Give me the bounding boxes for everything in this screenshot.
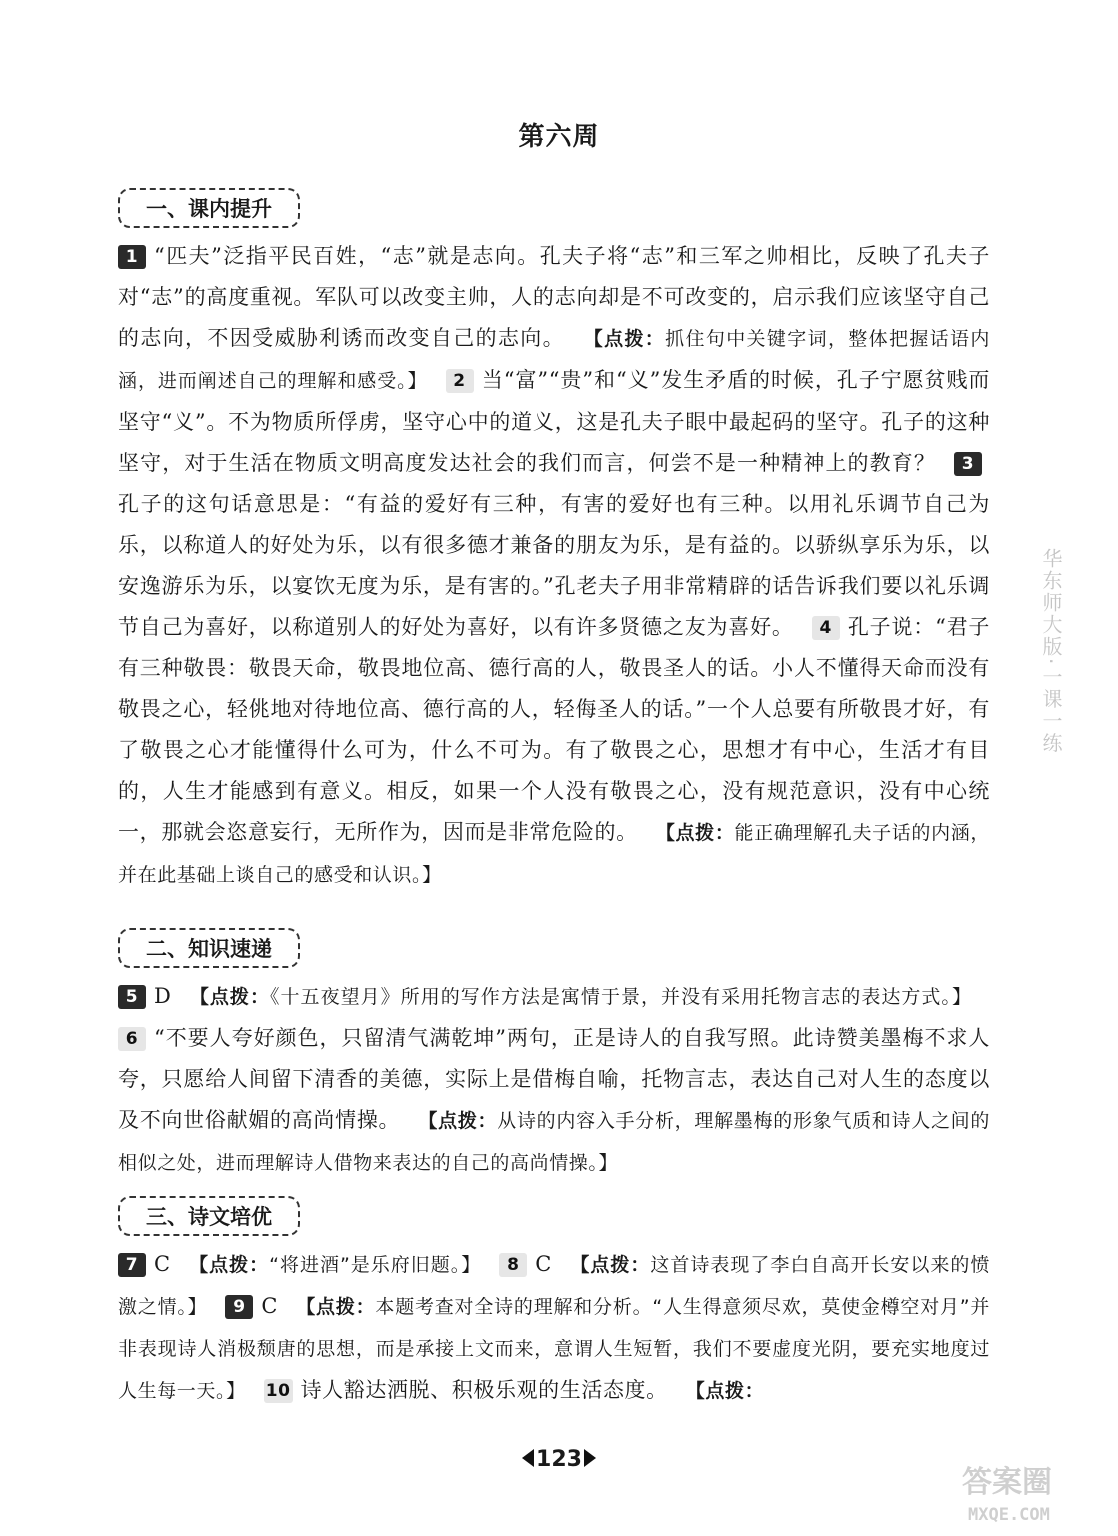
- answer-text: D: [154, 984, 172, 1008]
- section-paragraph: [118, 1244, 990, 1412]
- side-series-label: 华东师大版·一课一练: [1039, 548, 1063, 755]
- hint-note: 【点拨：: [685, 1380, 765, 1402]
- right-triangle-icon: [584, 1449, 596, 1467]
- section-label: 二、知识速递: [118, 928, 300, 968]
- hint-note: 【点拨：从诗的内容入手分析，理解墨梅的形象气质和诗人之间的相似之处，进而理解诗人借物来表达的自己的高尚情操。】: [118, 1110, 990, 1174]
- answer-text: 当“富”“贵”和“义”发生矛盾的时候，孔子宁愿贫贱而坚守“义”。不为物质所俘虏，坚守心中的道义，这是孔夫子眼中最起码的坚守。孔子的这种坚守，对于生活在物质文明高度发达社会的我们而言，何尝不是一种精神上的教育？: [118, 368, 990, 475]
- hint-note: 【点拨：能正确理解孔夫子话的内涵，并在此基础上谈自己的感受和认识。】: [118, 822, 990, 886]
- question-number: 8: [499, 1253, 527, 1277]
- page-number: 123: [0, 1447, 1118, 1472]
- hint-note: 【点拨：本题考查对全诗的理解和分析。“人生得意须尽欢，莫使金樽空对月”并非表现诗人消极颓唐的思想，而是承接上文而来，意谓人生短暂，我们不要虚度光阴，要充实地度过人生每一天。】: [118, 1296, 990, 1402]
- answer-text: C: [535, 1252, 552, 1276]
- question-number: 6: [118, 1027, 146, 1051]
- hint-note: 【点拨：《十五夜望月》所用的写作方法是寓情于景，并没有采用托物言志的表达方式。】: [189, 986, 972, 1008]
- section-poetry-excellence: [118, 1196, 990, 1412]
- answer-text: C: [154, 1252, 171, 1276]
- section-label: 一、课内提升: [118, 188, 300, 228]
- section-classroom-improvement: [118, 188, 990, 896]
- question-number: 4: [812, 616, 840, 640]
- hint-note: 【点拨：抓住句中关键字词，整体把握话语内涵，进而阐述自己的理解和感受。】: [118, 328, 991, 392]
- answer-text: 诗人豁达洒脱、积极乐观的生活态度。: [300, 1378, 668, 1402]
- section-label: 三、诗文培优: [118, 1196, 300, 1236]
- answer-text: “不要人夸好颜色，只留清气满乾坤”两句，正是诗人的自我写照。此诗赞美墨梅不求人夸，只愿给人间留下清香的美德，实际上是借梅自喻，托物言志，表达自己对人生的态度以及不向世俗献媚的高尚情操。: [118, 1026, 990, 1132]
- watermark-logo: [958, 1458, 1108, 1530]
- week-title: 第六周: [518, 122, 600, 152]
- question-number: 10: [265, 1381, 291, 1401]
- question-number: 5: [118, 985, 146, 1009]
- watermark-url: MXQE.COM: [968, 1505, 1050, 1525]
- question-number: 7: [118, 1253, 146, 1277]
- section-paragraph: [118, 236, 990, 896]
- question-number: 1: [118, 245, 146, 269]
- left-triangle-icon: [522, 1449, 534, 1467]
- section-paragraph: [118, 976, 990, 1184]
- answer-text: 孔子说：“君子有三种敬畏：敬畏天命，敬畏地位高、德行高的人，敬畏圣人的话。小人不懂得天命而没有敬畏之心，轻佻地对待地位高、德行高的人，轻侮圣人的话。”一个人总要有所敬畏才好，有了敬畏之心才能懂得什么可为，什么不可为。有了敬畏之心，思想才有中心，生活才有目的，人生才能感到有意义。相反，如果一个人没有敬畏之心，没有规范意识，没有中心统一，那就会恣意妄行，无所作为，因而是非常危险的。: [118, 615, 990, 844]
- answer-text: 孔子的这句话意思是：“有益的爱好有三种，有害的爱好也有三种。以用礼乐调节自己为乐，以称道人的好处为乐，以有很多德才兼备的朋友为乐，是有益的。以骄纵享乐为乐，以安逸游乐为乐，以宴饮无度为乐，是有害的。”孔老夫子用非常精辟的话告诉我们要以礼乐调节自己为喜好，以称道别人的好处为喜好，以有许多贤德之友为喜好。: [118, 492, 990, 639]
- question-number: 2: [446, 369, 474, 393]
- hint-note: 【点拨：“将进酒”是乐府旧题。】: [188, 1254, 482, 1276]
- answer-text: “匹夫”泛指平民百姓，“志”就是志向。孔夫子将“志”和三军之帅相比，反映了孔夫子对“志”的高度重视。军队可以改变主帅，人的志向却是不可改变的，启示我们应该坚守自己的志向，不因受威胁利诱而改变自己的志向。: [118, 244, 990, 350]
- hint-note: 【点拨：这首诗表现了李白自高开长安以来的愤激之情。】: [118, 1254, 991, 1318]
- watermark-main: 答案圈: [962, 1465, 1052, 1500]
- question-number: 9: [225, 1295, 253, 1319]
- question-number: 3: [954, 452, 982, 476]
- section-knowledge-express: [118, 928, 990, 1184]
- answer-text: C: [261, 1294, 279, 1318]
